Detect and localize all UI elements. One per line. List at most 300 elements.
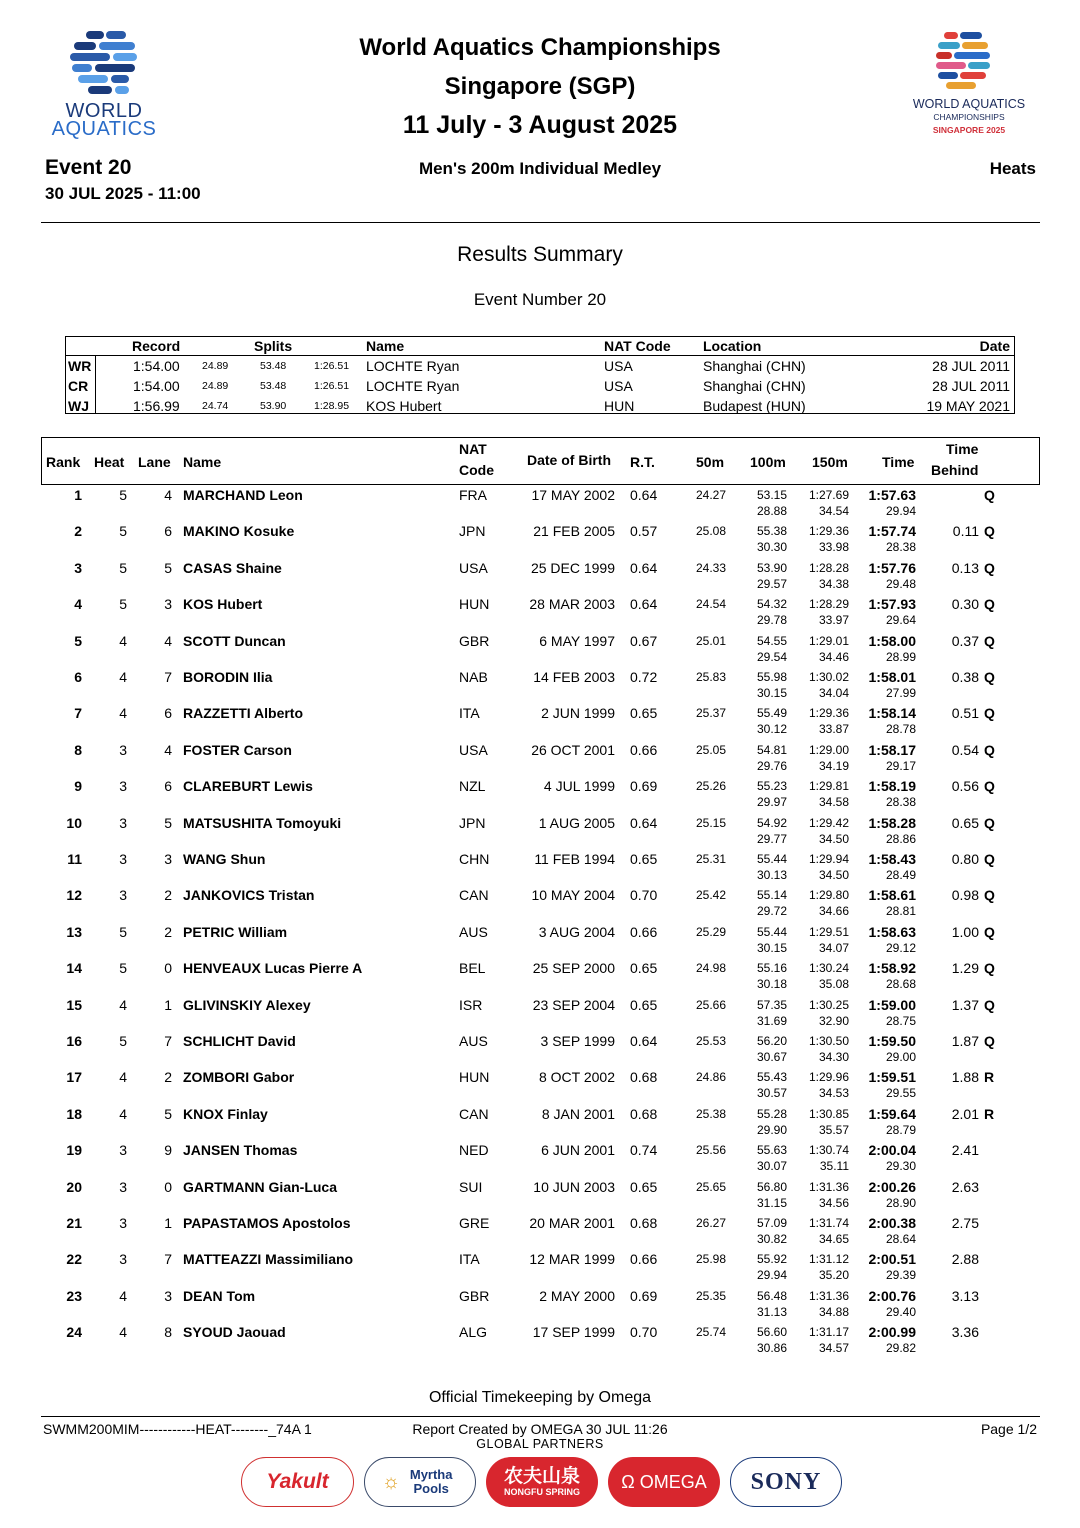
row-final-time: 2:00.38	[868, 1215, 916, 1231]
row-split-100m: 53.15	[756, 488, 787, 502]
row-lap-150m: 34.07	[818, 941, 849, 955]
row-name: KNOX Finlay	[183, 1106, 268, 1122]
row-rank: 20	[66, 1179, 82, 1195]
row-lap-200m: 27.99	[885, 686, 916, 700]
row-time-behind: 2.41	[951, 1142, 979, 1158]
row-reaction-time: 0.64	[630, 815, 658, 831]
row-name: BORODIN Ilia	[183, 669, 273, 685]
row-lap-200m: 28.90	[885, 1196, 916, 1210]
row-reaction-time: 0.64	[630, 487, 658, 503]
row-lap-100m: 31.69	[756, 1014, 787, 1028]
row-nat: ITA	[459, 705, 480, 721]
champ-logo-text-2: CHAMPIONSHIPS	[933, 112, 1005, 122]
col-rt: R.T.	[630, 454, 655, 470]
col-name: Name	[183, 454, 222, 470]
record-name: LOCHTE Ryan	[366, 358, 460, 374]
record-split-100: 53.90	[260, 400, 287, 412]
row-rank: 11	[67, 851, 82, 867]
row-lap-100m: 29.97	[756, 795, 787, 809]
sponsor-myrtha-logo	[364, 1457, 476, 1507]
row-dob: 28 MAR 2003	[529, 596, 615, 612]
row-split-100m: 57.09	[756, 1216, 787, 1230]
row-heat: 4	[119, 633, 127, 649]
row-time-behind: 0.65	[951, 815, 979, 831]
row-split-100m: 54.92	[756, 816, 787, 830]
row-lap-100m: 29.72	[756, 904, 787, 918]
row-rank: 19	[66, 1142, 82, 1158]
row-split-50m: 24.98	[695, 961, 726, 975]
row-dob: 25 SEP 2000	[532, 960, 615, 976]
row-split-50m: 24.27	[695, 488, 726, 502]
row-lane: 0	[164, 1179, 172, 1195]
row-split-100m: 55.23	[756, 779, 787, 793]
world-aquatics-logo-mark	[44, 28, 169, 106]
row-nat: ISR	[459, 997, 483, 1013]
row-time-behind: 0.54	[951, 742, 979, 758]
col-150m: 150m	[812, 454, 848, 470]
row-nat: CHN	[459, 851, 490, 867]
row-nat: NED	[459, 1142, 489, 1158]
row-rank: 9	[74, 778, 82, 794]
record-nat: USA	[604, 358, 633, 374]
row-name: WANG Shun	[183, 851, 266, 867]
row-split-50m: 25.29	[695, 925, 726, 939]
row-final-time: 1:57.76	[868, 560, 916, 576]
row-lane: 3	[164, 1288, 172, 1304]
row-nat: ALG	[459, 1324, 488, 1340]
row-split-100m: 55.38	[756, 524, 787, 538]
row-lap-200m: 29.30	[885, 1159, 916, 1173]
row-qualification: Q	[984, 633, 995, 649]
page-number: Page 1/2	[980, 1421, 1037, 1437]
row-split-150m: 1:29.96	[808, 1070, 849, 1084]
row-time-behind: 0.13	[951, 560, 979, 576]
row-dob: 3 AUG 2004	[538, 924, 615, 940]
row-lap-100m: 29.78	[756, 613, 787, 627]
row-final-time: 1:57.63	[868, 487, 916, 503]
row-heat: 5	[119, 924, 127, 940]
row-time-behind: 0.98	[951, 887, 979, 903]
row-split-100m: 56.80	[756, 1180, 787, 1194]
row-split-150m: 1:31.36	[808, 1289, 849, 1303]
row-split-100m: 55.28	[756, 1107, 787, 1121]
row-heat: 3	[119, 1142, 127, 1158]
report-code: SWMM200MIM------------HEAT--------_74A 1	[43, 1421, 312, 1437]
row-time-behind: 2.88	[951, 1251, 979, 1267]
row-reaction-time: 0.66	[630, 1251, 658, 1267]
row-lap-150m: 34.46	[818, 650, 849, 664]
row-reaction-time: 0.57	[630, 523, 658, 539]
row-name: ZOMBORI Gabor	[183, 1069, 295, 1085]
row-dob: 12 MAR 1999	[529, 1251, 615, 1267]
row-nat: CAN	[459, 1106, 489, 1122]
row-time-behind: 1.87	[951, 1033, 979, 1049]
row-split-150m: 1:30.85	[808, 1107, 849, 1121]
row-qualification: R	[984, 1069, 995, 1085]
row-dob: 21 FEB 2005	[533, 523, 615, 539]
row-heat: 3	[119, 1179, 127, 1195]
phase-label: Heats	[989, 159, 1036, 178]
sponsor-omega-text: Ω OMEGA	[621, 1471, 707, 1492]
row-dob: 1 AUG 2005	[538, 815, 615, 831]
row-lap-150m: 34.50	[818, 832, 849, 846]
row-heat: 5	[119, 487, 127, 503]
row-split-100m: 55.44	[756, 852, 787, 866]
row-split-150m: 1:31.74	[808, 1216, 849, 1230]
footer-divider	[41, 1416, 1040, 1417]
event-label: Event 20	[45, 156, 132, 179]
row-lap-150m: 34.53	[818, 1086, 849, 1100]
col-behind-line2: Behind	[931, 462, 979, 478]
row-time-behind: 3.36	[951, 1324, 979, 1340]
row-reaction-time: 0.65	[630, 960, 658, 976]
row-nat: HUN	[459, 596, 490, 612]
row-split-100m: 55.92	[756, 1252, 787, 1266]
event-datetime: 30 JUL 2025 - 11:00	[45, 184, 201, 203]
row-lap-200m: 29.17	[885, 759, 916, 773]
record-split-50: 24.89	[202, 360, 229, 372]
row-lap-200m: 29.12	[885, 941, 916, 955]
row-lap-150m: 35.08	[818, 977, 849, 991]
row-name: KOS Hubert	[183, 596, 263, 612]
row-lap-200m: 28.68	[885, 977, 916, 991]
row-split-150m: 1:28.28	[808, 561, 849, 575]
row-lap-200m: 28.79	[885, 1123, 916, 1137]
row-split-150m: 1:29.01	[808, 634, 849, 648]
row-split-150m: 1:31.36	[808, 1180, 849, 1194]
row-lap-150m: 34.30	[818, 1050, 849, 1064]
row-lane: 7	[164, 1251, 172, 1267]
row-split-50m: 25.98	[695, 1252, 726, 1266]
row-lane: 0	[164, 960, 172, 976]
row-nat: NZL	[459, 778, 486, 794]
row-lane: 3	[164, 596, 172, 612]
row-lap-100m: 30.67	[756, 1050, 787, 1064]
row-split-50m: 25.26	[695, 779, 726, 793]
row-lap-100m: 30.15	[756, 941, 787, 955]
sponsor-nongfu-en: NONGFU SPRING	[503, 1486, 580, 1497]
row-qualification: Q	[984, 705, 995, 721]
row-heat: 3	[119, 778, 127, 794]
row-heat: 3	[119, 851, 127, 867]
row-rank: 17	[66, 1069, 82, 1085]
row-reaction-time: 0.64	[630, 560, 658, 576]
row-qualification: Q	[984, 960, 995, 976]
row-nat: AUS	[459, 924, 488, 940]
row-split-150m: 1:29.94	[808, 852, 849, 866]
row-nat: ITA	[459, 1251, 480, 1267]
record-location: Shanghai (CHN)	[703, 358, 806, 374]
row-lane: 6	[164, 705, 172, 721]
row-lap-150m: 34.57	[818, 1341, 849, 1355]
row-name: MARCHAND Leon	[183, 487, 303, 503]
row-rank: 24	[66, 1324, 82, 1340]
row-time-behind: 0.51	[951, 705, 979, 721]
row-lap-100m: 30.86	[756, 1341, 787, 1355]
championships-logo-mark	[898, 30, 1040, 92]
row-lap-100m: 31.13	[756, 1305, 787, 1319]
row-rank: 7	[74, 705, 82, 721]
row-lap-200m: 28.38	[885, 795, 916, 809]
row-final-time: 1:58.92	[868, 960, 916, 976]
row-rank: 10	[66, 815, 82, 831]
row-name: MATTEAZZI Massimiliano	[183, 1251, 354, 1267]
col-time: Time	[882, 454, 915, 470]
row-time-behind: 0.80	[951, 851, 979, 867]
row-dob: 2 MAY 2000	[539, 1288, 615, 1304]
row-dob: 23 SEP 2004	[532, 997, 615, 1013]
row-final-time: 1:58.19	[868, 778, 916, 794]
records-header-splits: Splits	[254, 338, 293, 354]
row-split-150m: 1:29.36	[808, 706, 849, 720]
row-lane: 1	[164, 997, 172, 1013]
row-split-50m: 25.35	[695, 1289, 726, 1303]
row-dob: 14 FEB 2003	[533, 669, 615, 685]
row-lane: 5	[164, 815, 172, 831]
sponsor-yakult-text: Yakult	[266, 1470, 329, 1493]
col-nat-line2: Code	[459, 462, 494, 478]
row-final-time: 1:58.17	[868, 742, 916, 758]
row-time-behind: 0.30	[951, 596, 979, 612]
record-type: WJ	[68, 398, 89, 414]
row-split-50m: 24.86	[695, 1070, 726, 1084]
row-rank: 1	[74, 487, 82, 503]
row-lap-150m: 35.20	[818, 1268, 849, 1282]
row-split-100m: 54.32	[756, 597, 787, 611]
record-split-50: 24.89	[202, 380, 229, 392]
row-final-time: 2:00.26	[868, 1179, 916, 1195]
logo-text-aquatics: AQUATICS	[51, 118, 157, 140]
record-time: 1:54.00	[133, 378, 180, 394]
row-final-time: 1:59.64	[868, 1106, 916, 1122]
row-final-time: 1:59.50	[868, 1033, 916, 1049]
row-lap-100m: 30.12	[756, 722, 787, 736]
row-final-time: 1:57.74	[868, 523, 916, 539]
row-split-150m: 1:30.74	[808, 1143, 849, 1157]
row-qualification: Q	[984, 669, 995, 685]
row-split-100m: 55.14	[756, 888, 787, 902]
row-heat: 5	[119, 960, 127, 976]
row-heat: 4	[119, 1324, 127, 1340]
row-nat: SUI	[459, 1179, 483, 1195]
row-qualification: Q	[984, 742, 995, 758]
row-split-100m: 56.20	[756, 1034, 787, 1048]
row-lane: 9	[164, 1142, 172, 1158]
row-qualification: Q	[984, 887, 995, 903]
title-location: Singapore (SGP)	[444, 73, 636, 100]
champ-logo-text-3: SINGAPORE 2025	[932, 125, 1006, 135]
row-heat: 4	[119, 1106, 127, 1122]
row-heat: 3	[119, 887, 127, 903]
row-name: SCHLICHT David	[183, 1033, 296, 1049]
row-lap-100m: 28.88	[756, 504, 787, 518]
row-final-time: 2:00.76	[868, 1288, 916, 1304]
row-lane: 6	[164, 523, 172, 539]
row-split-50m: 25.31	[695, 852, 726, 866]
sponsor-nongfu-logo	[486, 1457, 598, 1507]
records-header-line	[65, 355, 1015, 356]
row-final-time: 1:58.01	[868, 669, 916, 685]
records-header-record: Record	[132, 338, 181, 354]
row-lap-100m: 30.18	[756, 977, 787, 991]
row-lap-200m: 28.49	[885, 868, 916, 882]
row-lap-150m: 33.98	[818, 540, 849, 554]
row-lap-200m: 29.55	[885, 1086, 916, 1100]
row-heat: 4	[119, 1069, 127, 1085]
timekeeping-note: Official Timekeeping by Omega	[428, 1389, 652, 1406]
row-split-150m: 1:29.81	[808, 779, 849, 793]
row-lap-100m: 30.13	[756, 868, 787, 882]
row-qualification: Q	[984, 487, 995, 503]
row-split-50m: 24.33	[695, 561, 726, 575]
row-rank: 3	[74, 560, 82, 576]
row-dob: 11 FEB 1994	[534, 851, 615, 867]
row-lane: 1	[164, 1215, 172, 1231]
row-split-100m: 56.60	[756, 1325, 787, 1339]
row-nat: BEL	[459, 960, 486, 976]
row-split-50m: 25.05	[695, 743, 726, 757]
col-rank: Rank	[46, 454, 81, 470]
row-name: DEAN Tom	[183, 1288, 256, 1304]
row-dob: 10 MAY 2004	[531, 887, 615, 903]
record-split-150: 1:26.51	[314, 360, 350, 372]
row-split-150m: 1:30.50	[808, 1034, 849, 1048]
row-nat: JPN	[459, 523, 486, 539]
row-lap-200m: 29.94	[885, 504, 916, 518]
row-dob: 6 MAY 1997	[539, 633, 615, 649]
row-reaction-time: 0.64	[630, 596, 658, 612]
row-final-time: 1:58.00	[868, 633, 916, 649]
row-final-time: 2:00.51	[868, 1251, 916, 1267]
record-nat: HUN	[604, 398, 635, 414]
title-championships: World Aquatics Championships	[359, 34, 721, 61]
row-lap-200m: 28.86	[885, 832, 916, 846]
row-lap-200m: 28.75	[885, 1014, 916, 1028]
row-time-behind: 2.01	[951, 1106, 979, 1122]
row-final-time: 1:59.51	[868, 1069, 916, 1085]
report-created: Report Created by OMEGA 30 JUL 11:26	[412, 1421, 668, 1437]
row-lap-200m: 28.99	[885, 650, 916, 664]
row-qualification: Q	[984, 1033, 995, 1049]
record-date: 28 JUL 2011	[932, 358, 1010, 374]
row-reaction-time: 0.72	[630, 669, 658, 685]
row-final-time: 1:58.43	[868, 851, 916, 867]
row-rank: 14	[66, 960, 82, 976]
row-reaction-time: 0.65	[630, 851, 658, 867]
row-split-50m: 25.83	[695, 670, 726, 684]
row-nat: GBR	[459, 1288, 490, 1304]
row-split-100m: 55.49	[756, 706, 787, 720]
row-split-100m: 55.98	[756, 670, 787, 684]
row-lap-100m: 30.82	[756, 1232, 787, 1246]
row-qualification: Q	[984, 596, 995, 612]
row-lane: 2	[164, 1069, 172, 1085]
row-lane: 7	[164, 669, 172, 685]
row-name: JANSEN Thomas	[183, 1142, 298, 1158]
row-reaction-time: 0.70	[630, 1324, 658, 1340]
row-split-50m: 25.66	[695, 998, 726, 1012]
row-lap-150m: 34.50	[818, 868, 849, 882]
row-time-behind: 1.88	[951, 1069, 979, 1085]
row-split-50m: 25.37	[695, 706, 726, 720]
row-time-behind: 3.13	[951, 1288, 979, 1304]
row-final-time: 1:58.14	[868, 705, 916, 721]
row-split-150m: 1:27.69	[808, 488, 849, 502]
row-dob: 20 MAR 2001	[529, 1215, 615, 1231]
row-lap-150m: 35.11	[819, 1159, 849, 1173]
row-split-100m: 55.44	[756, 925, 787, 939]
row-lap-100m: 29.54	[756, 650, 787, 664]
row-lane: 2	[164, 887, 172, 903]
row-qualification: Q	[984, 778, 995, 794]
row-lane: 4	[164, 487, 172, 503]
row-name: HENVEAUX Lucas Pierre A	[183, 960, 363, 976]
row-heat: 5	[119, 523, 127, 539]
row-final-time: 1:58.63	[868, 924, 916, 940]
row-qualification: Q	[984, 924, 995, 940]
row-qualification: R	[984, 1106, 995, 1122]
row-split-100m: 56.48	[756, 1289, 787, 1303]
row-lap-200m: 29.39	[885, 1268, 916, 1282]
row-time-behind: 0.37	[951, 633, 979, 649]
row-lap-100m: 29.57	[756, 577, 787, 591]
row-nat: AUS	[459, 1033, 488, 1049]
row-split-100m: 54.55	[756, 634, 787, 648]
row-time-behind: 2.75	[951, 1215, 979, 1231]
row-heat: 4	[119, 1288, 127, 1304]
row-lap-150m: 33.87	[818, 722, 849, 736]
records-header-date: Date	[979, 338, 1010, 354]
row-dob: 26 OCT 2001	[531, 742, 615, 758]
row-split-100m: 53.90	[756, 561, 787, 575]
row-nat: USA	[459, 560, 488, 576]
row-rank: 22	[66, 1251, 82, 1267]
row-reaction-time: 0.70	[630, 887, 658, 903]
record-location: Shanghai (CHN)	[703, 378, 806, 394]
col-heat: Heat	[94, 454, 125, 470]
row-reaction-time: 0.69	[630, 778, 658, 794]
row-reaction-time: 0.65	[630, 1179, 658, 1195]
record-location: Budapest (HUN)	[703, 398, 806, 414]
record-name: KOS Hubert	[366, 398, 442, 414]
row-split-50m: 24.54	[695, 597, 726, 611]
row-rank: 18	[66, 1106, 82, 1122]
row-split-150m: 1:29.00	[808, 743, 849, 757]
row-split-150m: 1:31.17	[808, 1325, 849, 1339]
row-lane: 4	[164, 633, 172, 649]
row-time-behind: 1.29	[951, 960, 979, 976]
row-dob: 25 DEC 1999	[530, 560, 615, 576]
row-reaction-time: 0.65	[630, 997, 658, 1013]
row-split-50m: 26.27	[695, 1216, 726, 1230]
row-final-time: 2:00.04	[868, 1142, 916, 1158]
row-rank: 15	[66, 997, 82, 1013]
record-split-100: 53.48	[260, 380, 287, 392]
world-aquatics-logo	[44, 28, 169, 138]
row-split-50m: 25.65	[695, 1180, 726, 1194]
row-lap-200m: 29.40	[885, 1305, 916, 1319]
row-heat: 4	[119, 997, 127, 1013]
record-time: 1:56.99	[133, 398, 180, 414]
record-split-150: 1:28.95	[314, 400, 350, 412]
row-time-behind: 1.00	[951, 924, 979, 940]
record-date: 19 MAY 2021	[926, 398, 1010, 414]
col-nat-line1: NAT	[459, 441, 487, 457]
row-final-time: 1:58.28	[868, 815, 916, 831]
row-heat: 3	[119, 1215, 127, 1231]
row-lane: 4	[164, 742, 172, 758]
row-rank: 23	[66, 1288, 82, 1304]
